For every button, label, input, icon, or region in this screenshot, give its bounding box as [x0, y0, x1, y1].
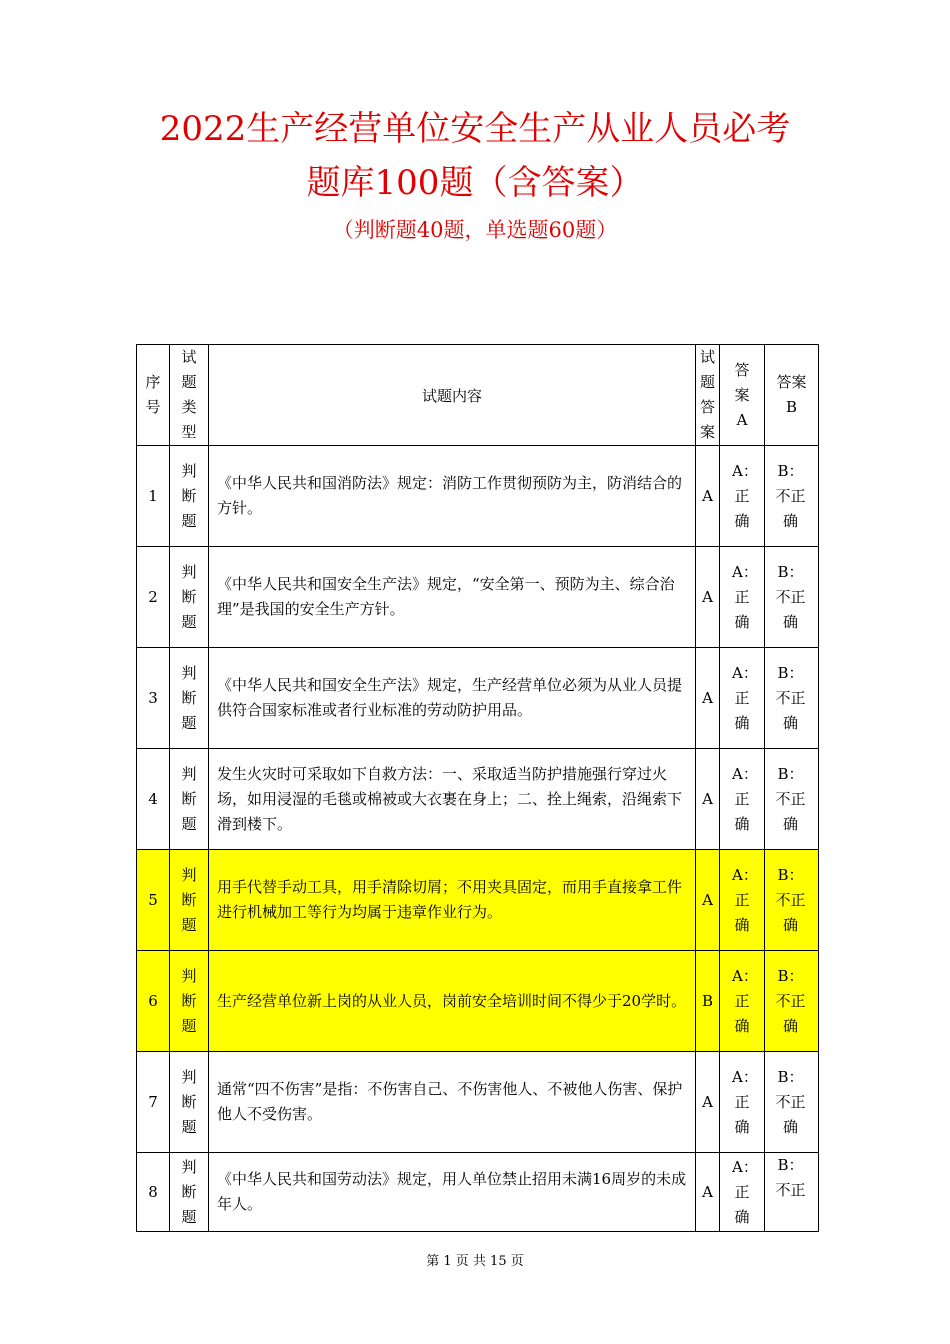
- row-option-a: A：正确: [720, 547, 765, 648]
- row-option-a: A：正确: [720, 749, 765, 850]
- row-option-b: B：不正: [765, 1153, 819, 1232]
- table-row: [137, 446, 819, 547]
- header-index: 序号: [137, 345, 170, 446]
- row-type: 判断题: [170, 951, 209, 1052]
- row-answer: A: [696, 1153, 720, 1232]
- table-header-row: [137, 345, 819, 446]
- row-type: 判断题: [170, 648, 209, 749]
- row-index: 4: [137, 749, 170, 850]
- row-option-b: B：不正确: [765, 1052, 819, 1153]
- row-answer: A: [696, 446, 720, 547]
- row-option-a: A：正确: [720, 850, 765, 951]
- row-content: 发生火灾时可采取如下自救方法：一、采取适当防护措施强行穿过火场，如用浸湿的毛毯或棉被或大衣裹在身上；二、拴上绳索，沿绳索下滑到楼下。: [209, 749, 696, 850]
- header-option-a: 答案A: [720, 345, 765, 446]
- question-table: [136, 344, 819, 1232]
- row-type: 判断题: [170, 749, 209, 850]
- row-content: 生产经营单位新上岗的从业人员，岗前安全培训时间不得少于20学时。: [209, 951, 696, 1052]
- row-answer: A: [696, 749, 720, 850]
- row-option-a: A：正确: [720, 446, 765, 547]
- table-row: [137, 648, 819, 749]
- row-answer: A: [696, 1052, 720, 1153]
- row-option-b: B：不正确: [765, 547, 819, 648]
- row-option-b: B：不正确: [765, 951, 819, 1052]
- row-type: 判断题: [170, 1052, 209, 1153]
- row-option-b: B：不正确: [765, 446, 819, 547]
- row-index: 6: [137, 951, 170, 1052]
- header-option-b: 答案B: [765, 345, 819, 446]
- row-answer: A: [696, 547, 720, 648]
- row-content: 用手代替手动工具，用手清除切屑；不用夹具固定，而用手直接拿工件进行机械加工等行为均属于违章作业行为。: [209, 850, 696, 951]
- table-row: [137, 1153, 819, 1232]
- row-content: 《中华人民共和国消防法》规定：消防工作贯彻预防为主，防消结合的方针。: [209, 446, 696, 547]
- title-line-1: 2022生产经营单位安全生产从业人员必考: [159, 109, 791, 149]
- row-type: 判断题: [170, 547, 209, 648]
- row-option-b: B：不正确: [765, 850, 819, 951]
- row-content: 《中华人民共和国安全生产法》规定，“安全第一、预防为主、综合治理”是我国的安全生产方针。: [209, 547, 696, 648]
- row-content: 《中华人民共和国劳动法》规定，用人单位禁止招用未满16周岁的未成年人。: [209, 1153, 696, 1232]
- row-answer: A: [696, 648, 720, 749]
- table-row-highlighted: [137, 850, 819, 951]
- row-answer: B: [696, 951, 720, 1052]
- row-content: 《中华人民共和国安全生产法》规定，生产经营单位必须为从业人员提供符合国家标准或者行业标准的劳动防护用品。: [209, 648, 696, 749]
- row-index: 8: [137, 1153, 170, 1232]
- row-option-a: A：正确: [720, 951, 765, 1052]
- header-content: 试题内容: [209, 345, 696, 446]
- table-row: [137, 749, 819, 850]
- document-subtitle: （判断题40题，单选题60题）: [332, 218, 618, 242]
- row-option-a: A：正确: [720, 648, 765, 749]
- table-row: [137, 1052, 819, 1153]
- row-type: 判断题: [170, 850, 209, 951]
- row-content: 通常“四不伤害”是指：不伤害自己、不伤害他人、不被他人伤害、保护他人不受伤害。: [209, 1052, 696, 1153]
- row-index: 2: [137, 547, 170, 648]
- row-index: 3: [137, 648, 170, 749]
- header-answer: 试题答案: [696, 345, 720, 446]
- row-option-b: B：不正确: [765, 648, 819, 749]
- title-line-2: 题库100题（含答案）: [306, 163, 644, 203]
- header-type: 试题类型: [170, 345, 209, 446]
- row-answer: A: [696, 850, 720, 951]
- document-title: [0, 102, 950, 210]
- page-footer: 第 1 页 共 15 页: [426, 1254, 524, 1269]
- table-row: [137, 547, 819, 648]
- row-option-a: A：正确: [720, 1153, 765, 1232]
- row-type: 判断题: [170, 1153, 209, 1232]
- row-index: 5: [137, 850, 170, 951]
- row-type: 判断题: [170, 446, 209, 547]
- row-option-a: A：正确: [720, 1052, 765, 1153]
- row-option-b: B：不正确: [765, 749, 819, 850]
- row-index: 1: [137, 446, 170, 547]
- table-row-highlighted: [137, 951, 819, 1052]
- row-index: 7: [137, 1052, 170, 1153]
